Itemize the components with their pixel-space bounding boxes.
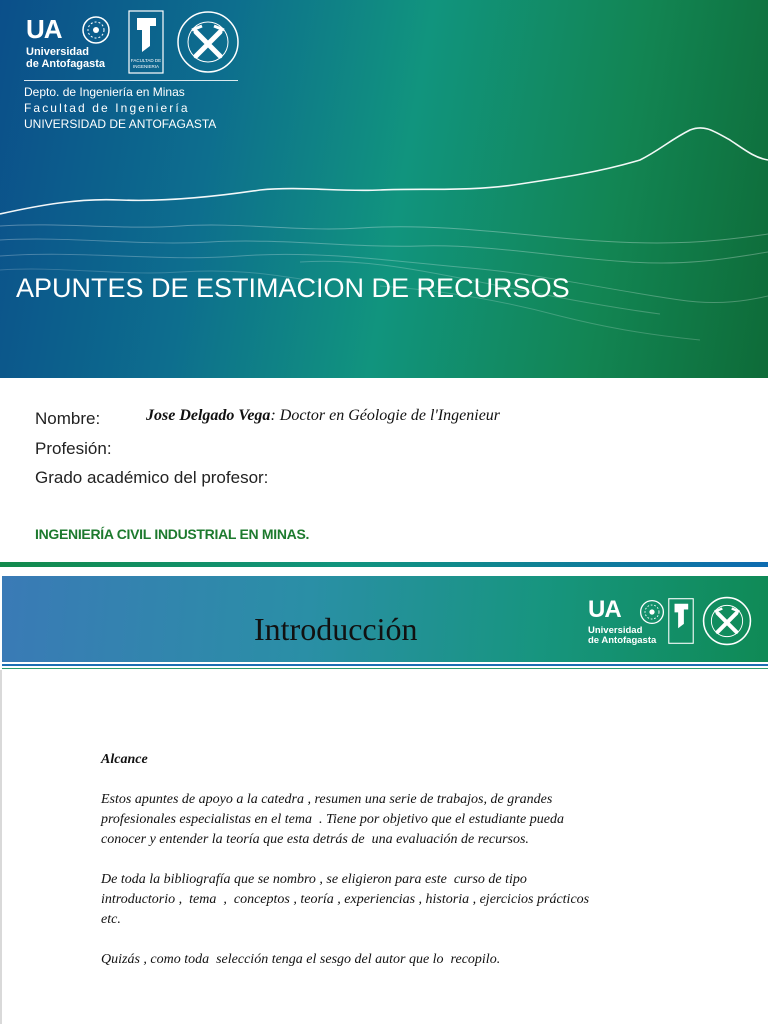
department-name: Depto. de Ingeniería en Minas bbox=[24, 85, 185, 99]
paragraph-line: Quizás , como toda selección tenga el sesgo del autor que lo recopilo. bbox=[101, 952, 501, 967]
ua-emblem-icon bbox=[638, 598, 666, 626]
ua-logo-text: UA bbox=[26, 14, 62, 44]
university-logos bbox=[24, 10, 240, 78]
career-name: INGENIERÍA CIVIL INDUSTRIAL EN MINAS. bbox=[35, 526, 310, 542]
faculty-engineering-emblem-icon bbox=[128, 10, 164, 74]
profesion-label: Profesión: bbox=[35, 439, 112, 458]
mining-department-seal-icon bbox=[176, 10, 240, 74]
nombre-value bbox=[146, 406, 500, 426]
slide-separator bbox=[0, 567, 768, 574]
slide-body bbox=[101, 750, 701, 970]
ua-emblem-icon bbox=[80, 14, 112, 46]
introduction-slide bbox=[0, 574, 768, 1024]
section-heading: Alcance bbox=[101, 752, 148, 767]
faculty-name: Facultad de Ingeniería bbox=[24, 101, 190, 115]
nombre-label: Nombre: bbox=[35, 409, 101, 428]
header-rule-secondary bbox=[2, 668, 768, 669]
logo-divider bbox=[24, 80, 238, 81]
paragraph-line: conocer y entender la teoría que esta detrás de una evaluación de recursos. bbox=[101, 832, 529, 847]
professor-name: Jose Delgado Vega bbox=[146, 407, 271, 424]
university-logos bbox=[588, 594, 756, 650]
header-rule bbox=[2, 664, 768, 666]
paragraph-line: profesionales especialistas en el tema . Tiene por objetivo que el estudiante pueda bbox=[101, 812, 564, 827]
slide-header bbox=[2, 576, 768, 662]
grado-label: Grado académico del profesor: bbox=[35, 468, 269, 487]
mining-department-seal-icon bbox=[702, 596, 752, 646]
title-banner bbox=[0, 0, 768, 378]
svg-text:INGENIERIA: INGENIERIA bbox=[132, 64, 160, 69]
paragraph-line: Estos apuntes de apoyo a la catedra , resumen una serie de trabajos, de grandes bbox=[101, 792, 553, 807]
ua-logo-subtitle: Universidad de Antofagasta bbox=[588, 625, 657, 646]
paragraph-line: introductorio , tema , conceptos , teoría , experiencias , historia , ejercicios prácticos bbox=[101, 892, 590, 907]
department-block bbox=[24, 84, 216, 132]
paragraph-line: De toda la bibliografía que se nombro , se eligieron para este curso de tipo bbox=[101, 872, 527, 887]
university-name: UNIVERSIDAD DE ANTOFAGASTA bbox=[24, 117, 217, 131]
faculty-engineering-emblem-icon bbox=[668, 598, 694, 644]
left-border bbox=[0, 670, 2, 1024]
paragraph-line: etc. bbox=[101, 912, 121, 927]
ua-logo-text: UA bbox=[588, 596, 621, 623]
slide-title: APUNTES DE ESTIMACION DE RECURSOS bbox=[16, 273, 570, 303]
slide-title: Introducción bbox=[254, 611, 418, 647]
ua-logo-subtitle: Universidad de Antofagasta bbox=[26, 46, 106, 70]
professor-degree: : Doctor en Géologie de l'Ingenieur bbox=[270, 407, 501, 424]
svg-text:FACULTAD DE: FACULTAD DE bbox=[130, 58, 162, 63]
